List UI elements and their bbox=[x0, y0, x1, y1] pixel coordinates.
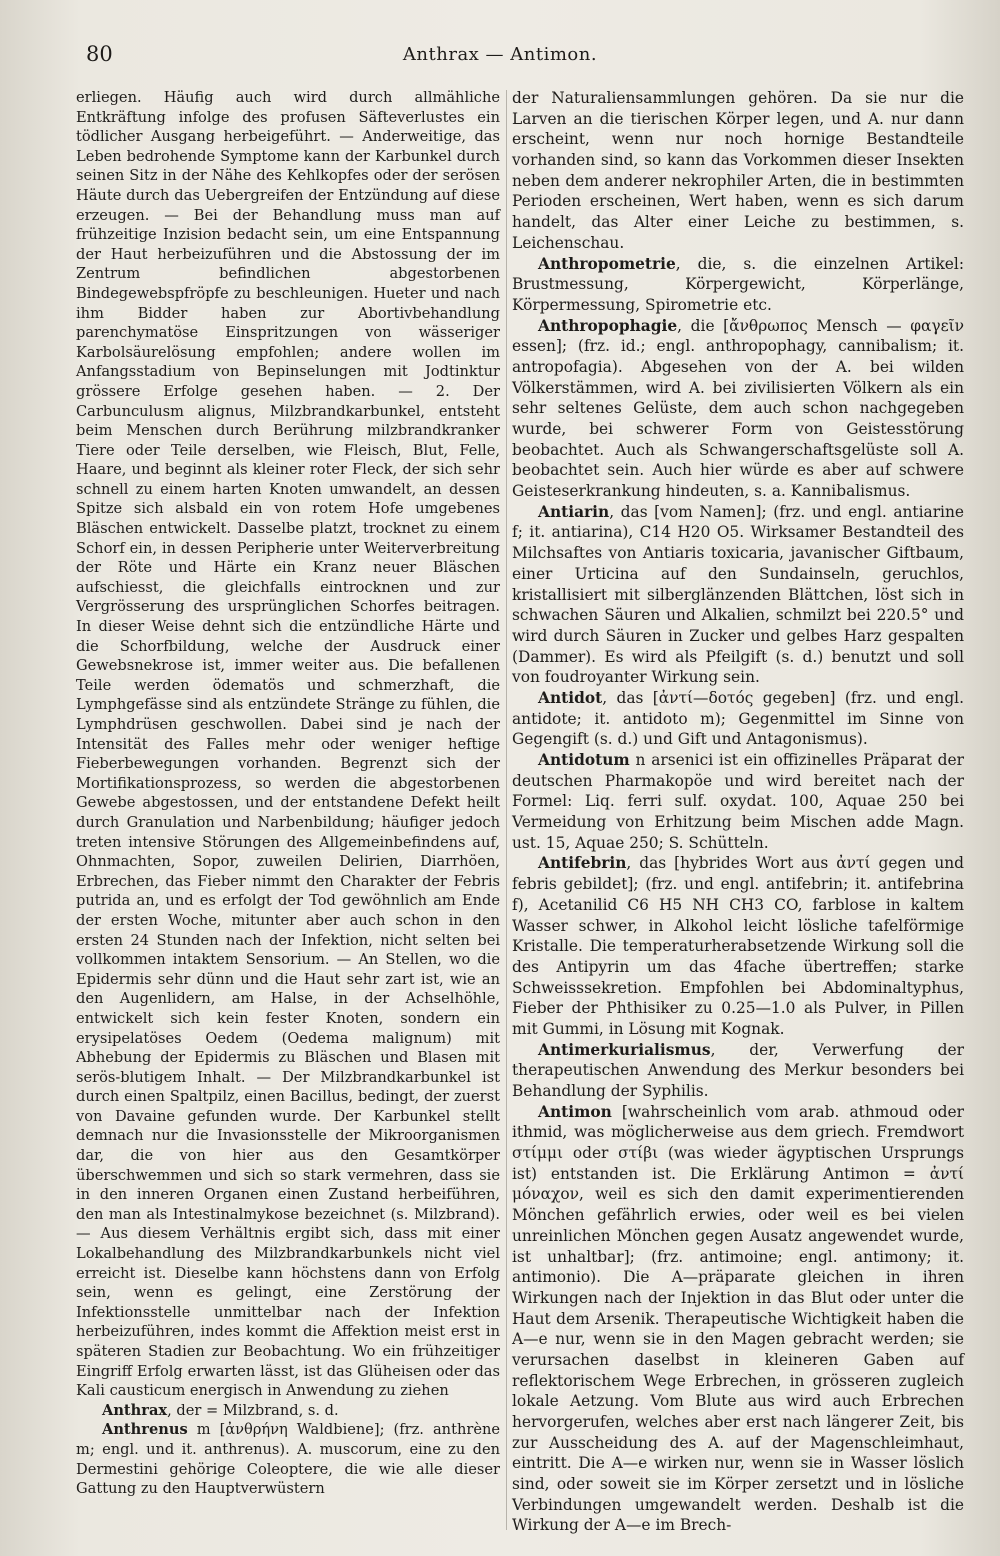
paragraph-anthrenus-continued: der Naturaliensammlungen gehören. Da sie nur die Larven an die tierischen Körper legen, und A. nur dann erscheint, wenn nur noch hornige Bestandteile vorhanden sind, so kann das Vorkommen dieser Insekten neben dem anderer nekrophiler Arten, die in bestimmten Perioden erscheinen, Wert haben, wenn es sich darum handelt, das Alter einer Leiche zu bestimmen, s. Leichenschau. bbox=[512, 89, 964, 252]
entry-antiarin: Antiarin, das [vom Namen]; (frz. und engl. antiarine f; it. antiarina), C14 H20 O5. Wirksamer Bestandteil des Milchsaftes von Antiaris toxicaria, javanischer Giftbaum, einer Urticina auf den Sundainseln, geruchlos, kristallisiert mit silberglänzenden Blättchen, löst sich in schwachen Säuren und Alkalien, schmilzt bei 220.5° und wird durch Säuren in Zucker und gelbes Harz gespalten (Dammer). Es wird als Pfeilgift (s. d.) benutzt und soll von foudroyanter Wirkung sein. bbox=[512, 502, 964, 687]
entry-anthropometrie: Anthropometrie, die, s. die einzelnen Artikel: Brustmessung, Körpergewicht, Körperlänge, Körpermessung, Spirometrie etc. bbox=[512, 254, 964, 314]
entry-headword: Antifebrin bbox=[538, 854, 627, 873]
entry-antifebrin: Antifebrin, das [hybrides Wort aus ἀντί gegen und febris gebildet]; (frz. und engl. antifebrin; it. antifebrina f), Acetanilid C6 H5 NH CH3 CO, farblose in kaltem Wasser schwer, in Alkohol leicht lösliche tafelförmige Kristalle. Die temperaturherabsetzende Wirkung soll die des Antipyrin um das 4fache übertreffen; starke Schweisssekretion. Empfohlen bei Abdominaltyphus, Fieber der Phthisiker zu 0.25—1.0 als Pulver, in Pillen mit Gummi, in Lösung mit Kognak. bbox=[512, 854, 964, 1038]
entry-headword: Anthrax bbox=[102, 1401, 168, 1419]
page-number: 80 bbox=[86, 42, 113, 66]
entry-headword: Antidotum bbox=[538, 751, 630, 769]
entry-headword: Antimon bbox=[538, 1102, 612, 1121]
entry-antidotum-arsenici: Antidotum n arsenici ist ein offizinelles Präparat der deutschen Pharmakopöe und wird bereitet nach der Formel: Liq. ferri sulf. oxydat. 100, Aquae 250 bei Vermeidung von Erhitzung beim Mischen adde Magn. ust. 15, Aquae 250; S. Schütteln. bbox=[512, 751, 964, 852]
left-column bbox=[76, 88, 500, 1499]
entry-headword: Antimerkurialismus bbox=[538, 1040, 711, 1059]
entry-headword: Antiarin bbox=[538, 502, 610, 521]
page-header bbox=[0, 38, 1000, 72]
right-column bbox=[512, 88, 964, 1536]
entry-headword: Antidot bbox=[538, 688, 603, 707]
entry-anthrenus: Anthrenus m [ἀνθρήνη Waldbiene]; (frz. anthrène m; engl. und it. anthrenus). A. muscorum, eine zu den Dermestini gehörige Coleoptere, die wie alle dieser Gattung zu den Hauptverwüstern bbox=[76, 1421, 500, 1498]
entry-antidot: Antidot, das [ἀντί—δοτός gegeben] (frz. und engl. antidote; it. antidoto m); Gegenmittel im Sinne von Gegengift (s. d.) und Gift und Antagonismus). bbox=[512, 688, 964, 749]
entry-anthropophagie: Anthropophagie, die [ἄνθρωπος Mensch — φαγεῖν essen]; (frz. id.; engl. anthropophagy, cannibalism; it. antropofagia). Abgesehen von der A. bei wilden Völkerstämmen, wird A. bei zivilisierten Völkern als ein sehr seltenes Gelüste, dem auch schon nachgegeben wurde, bei schwerer Form von Geistesstörung beobachtet. Auch als Schwangerschaftsgelüste soll A. beobachtet sein. Auch hier würde es aber auf schwere Geisteserkrankung hindeuten, s. a. Kannibalismus. bbox=[512, 316, 964, 501]
entry-headword: Anthrenus bbox=[102, 1421, 188, 1439]
entry-antimon: Antimon [wahrscheinlich vom arab. athmoud oder ithmid, was möglicherweise aus dem griech. Fremdwort στίμμι oder στίβι (was wieder ägyptischen Ursprungs ist) entstanden ist. Die Erklärung Antimon = ἀντί μόναχον, weil es sich den damit experimentierenden Mönchen gefährlich erwies, oder weil es bei vielen unreinlichen Mönchen gegen Ausatz angewendet wurde, ist unhaltbar]; (frz. antimoine; engl. antimony; it. antimonio). Die A—präparate gleichen in ihren Wirkungen nach der Injektion in das Blut oder unter die Haut dem Arsenik. Therapeutische Wichtigkeit haben die A—e nur, wenn sie in den Magen gebracht werden; sie verursachen daselbst in kleineren Gaben auf reflektorischem Wege Erbrechen, in grösseren zugleich lokale Aetzung. Vom Blute aus wird auch Erbrechen hervorgerufen, welches aber erst nach längerer Zeit, bis zur Ausscheidung des A. auf der Magenschleimhaut, eintritt. Die A—e wirken nur, wenn sie in Wasser löslich sind, oder soweit sie im Körper zersetzt und in lösliche Verbindungen umgewandelt werden. Deshalb ist die Wirkung der A—e im Brech- bbox=[512, 1102, 964, 1535]
paragraph-karbunkel-continued: erliegen. Häufig auch wird durch allmähliche Entkräftung infolge des profusen Säfteverlustes ein tödlicher Ausgang herbeigeführt. — Anderweitige, das Leben bedrohende Symptome kann der Karbunkel durch seinen Sitz in der Nähe des Kehlkopfes oder der serösen Häute durch das Uebergreifen der Entzündung auf diese erzeugen. — Bei der Behandlung muss man auf frühzeitige Inzision bedacht sein, um eine Entspannung der Haut herbeizuführen und die Abstossung der im Zentrum befindlichen abgestorbenen Bindegewebspfröpfe zu beschleunigen. Hueter und nach ihm Bidder haben zur Abortivbehandlung parenchymatöse Einspritzungen von wässeriger Karbolsäurelösung empfohlen; andere wollen im Anfangsstadium von Bepinselungen mit Jodtinktur grössere Erfolge gesehen haben. — 2. Der Carbunculusm alignus, Milzbrandkarbunkel, entsteht beim Menschen durch Berührung milzbrandkranker Tiere oder Teile derselben, wie Fleisch, Blut, Felle, Haare, und beginnt als kleiner roter Fleck, der sich sehr schnell zu einem harten Knoten umwandelt, an dessen Spitze sich alsbald ein von rotem Hofe umgebenes Bläschen entwickelt. Dasselbe platzt, trocknet zu einem Schorf ein, in dessen Peripherie unter Weiterverbreitung der Röte und Härte ein Kranz neuer Bläschen aufschiesst, die gleichfalls eintrocknen und zur Vergrösserung des ursprünglichen Schorfes beitragen. In dieser Weise dehnt sich die entzündliche Härte und die Schorfbildung, welche der Ausdruck einer Gewebsnekrose ist, immer weiter aus. Die befallenen Teile werden ödematös und schmerzhaft, die Lymphgefässe sind als entzündete Stränge zu fühlen, die Lymphdrüsen geschwollen. Dabei sind je nach der Intensität des Falles mehr oder weniger heftige Fieberbewegungen vorhanden. Begrenzt sich der Mortifikationsprozess, so werden die abgestorbenen Gewebe abgestossen, und der entstandene Defekt heilt durch Granulation und Narbenbildung; häufiger jedoch treten intensive Störungen des Allgemeinbefindens auf, Ohnmachten, Sopor, zuweilen Delirien, Diarrhöen, Erbrechen, das Fieber nimmt den Charakter der Febris putrida an, und es erfolgt der Tod gewöhnlich am Ende der ersten Woche, mitunter aber auch schon in den ersten 24 Stunden nach der Infektion, nicht selten bei vollkommen intaktem Sensorium. — An Stellen, wo die Epidermis sehr dünn und die Haut sehr zart ist, wie an den Augenlidern, am Halse, in der Achselhöhle, entwickelt sich kein fester Knoten, sondern ein erysipelatöses Oedem (Oedema malignum) mit Abhebung der Epidermis zu Bläschen und Blasen mit serös-blutigem Inhalt. — Der Milzbrandkarbunkel ist durch einen Spaltpilz, einen Bacillus, bedingt, der zuerst von Davaine gefunden wurde. Der Karbunkel stellt demnach nur die Invasionsstelle der Mikroorganismen dar, die von hier aus den Gesamtkörper überschwemmen und sich so stark vermehren, dass sie in den inneren Organen einen Zustand herbeiführen, den man als Intestinalmykose bezeichnet (s. Milzbrand). — Aus diesem Verhältnis ergibt sich, dass mit einer Lokalbehandlung des Milzbrandkarbunkels nicht viel erreicht ist. Dieselbe kann höchstens dann von Erfolg sein, wenn es gelingt, eine Zerstörung der Infektionsstelle unmittelbar nach der Infektion herbeizuführen, indes kommt die Affektion meist erst in späteren Stadien zur Beobachtung. Wo ein frühzeitiger Eingriff Erfolg erwarten lässt, ist das Glüheisen oder das Kali causticum energisch in Anwendung zu ziehen bbox=[76, 89, 500, 1400]
entry-anthrax: Anthrax, der = Milzbrand, s. d. bbox=[102, 1401, 339, 1419]
column-divider bbox=[506, 90, 507, 1530]
entry-headword: Anthropophagie bbox=[538, 316, 678, 335]
entry-antimerkurialismus: Antimerkurialismus, der, Verwerfung der therapeutischen Anwendung des Merkur besonders bei Behandlung der Syphilis. bbox=[512, 1040, 964, 1100]
running-head: Anthrax — Antimon. bbox=[402, 44, 598, 65]
entry-headword: Anthropometrie bbox=[538, 254, 676, 273]
